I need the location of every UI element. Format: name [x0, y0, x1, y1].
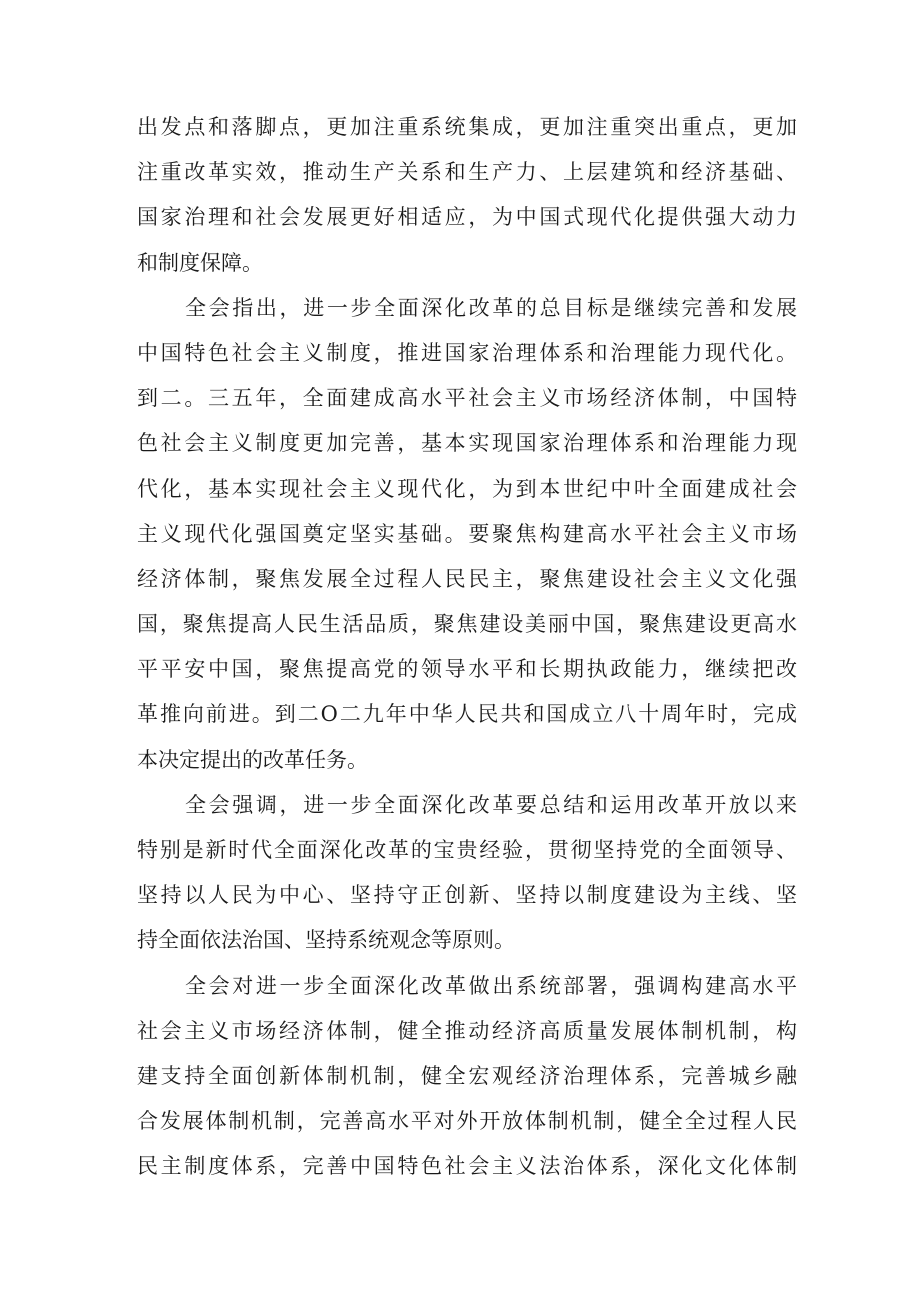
- text-line: 主义现代化强国奠定坚实基础。要聚焦构建高水平社会主义市场: [137, 521, 797, 546]
- text-line: 全会对进一步全面深化改革做出系统部署，强调构建高水平: [185, 973, 797, 998]
- text-line: 持全面依法治国、坚持系统观念等原则。: [137, 928, 515, 953]
- text-line: 本决定提出的改革任务。: [137, 747, 368, 772]
- text-line: 经济体制，聚焦发展全过程人民民主，聚焦建设社会主义文化强: [137, 566, 797, 591]
- text-line: 代化，基本实现社会主义现代化，为到本世纪中叶全面建成社会: [137, 476, 797, 501]
- text-line: 建支持全面创新体制机制，健全宏观经济治理体系，完善城乡融: [137, 1063, 797, 1088]
- text-line: 合发展体制机制，完善高水平对外开放体制机制，健全全过程人民: [137, 1109, 797, 1134]
- text-line: 注重改革实效，推动生产关系和生产力、上层建筑和经济基础、: [137, 160, 797, 185]
- text-line: 和制度保障。: [137, 250, 263, 275]
- text-line: 平平安中国，聚焦提高党的领导水平和长期执政能力，继续把改: [137, 657, 797, 682]
- text-line: 民主制度体系，完善中国特色社会主义法治体系，深化文化体制: [137, 1154, 797, 1179]
- text-line: 革推向前进。到二O二九年中华人民共和国成立八十周年时，完成: [137, 702, 797, 727]
- text-line: 坚持以人民为中心、坚持守正创新、坚持以制度建设为主线、坚: [137, 883, 797, 908]
- text-line: 色社会主义制度更加完善，基本实现国家治理体系和治理能力现: [137, 431, 797, 456]
- text-line: 中国特色社会主义制度，推进国家治理体系和治理能力现代化。: [137, 340, 797, 365]
- paragraph: [137, 105, 797, 286]
- paragraph: [137, 286, 797, 783]
- paragraph: [137, 783, 797, 964]
- text-line: 社会主义市场经济体制，健全推动经济高质量发展体制机制，构: [137, 1018, 797, 1043]
- text-line: 国，聚焦提高人民生活品质，聚焦建设美丽中国，聚焦建设更高水: [137, 612, 797, 637]
- text-line: 到二。三五年，全面建成高水平社会主义市场经济体制，中国特: [137, 386, 797, 411]
- text-line: 特别是新时代全面深化改革的宝贵经验，贯彻坚持党的全面领导、: [137, 838, 797, 862]
- text-line: 国家治理和社会发展更好相适应，为中国式现代化提供强大动力: [137, 205, 797, 230]
- text-line: 全会指出，进一步全面深化改革的总目标是继续完善和发展: [185, 295, 797, 320]
- text-line: 全会强调，进一步全面深化改革要总结和运用改革开放以来: [185, 792, 797, 817]
- text-line: 出发点和落脚点，更加注重系统集成，更加注重突出重点，更加: [137, 115, 797, 139]
- paragraph: [137, 964, 797, 1190]
- document-body: [137, 105, 797, 1190]
